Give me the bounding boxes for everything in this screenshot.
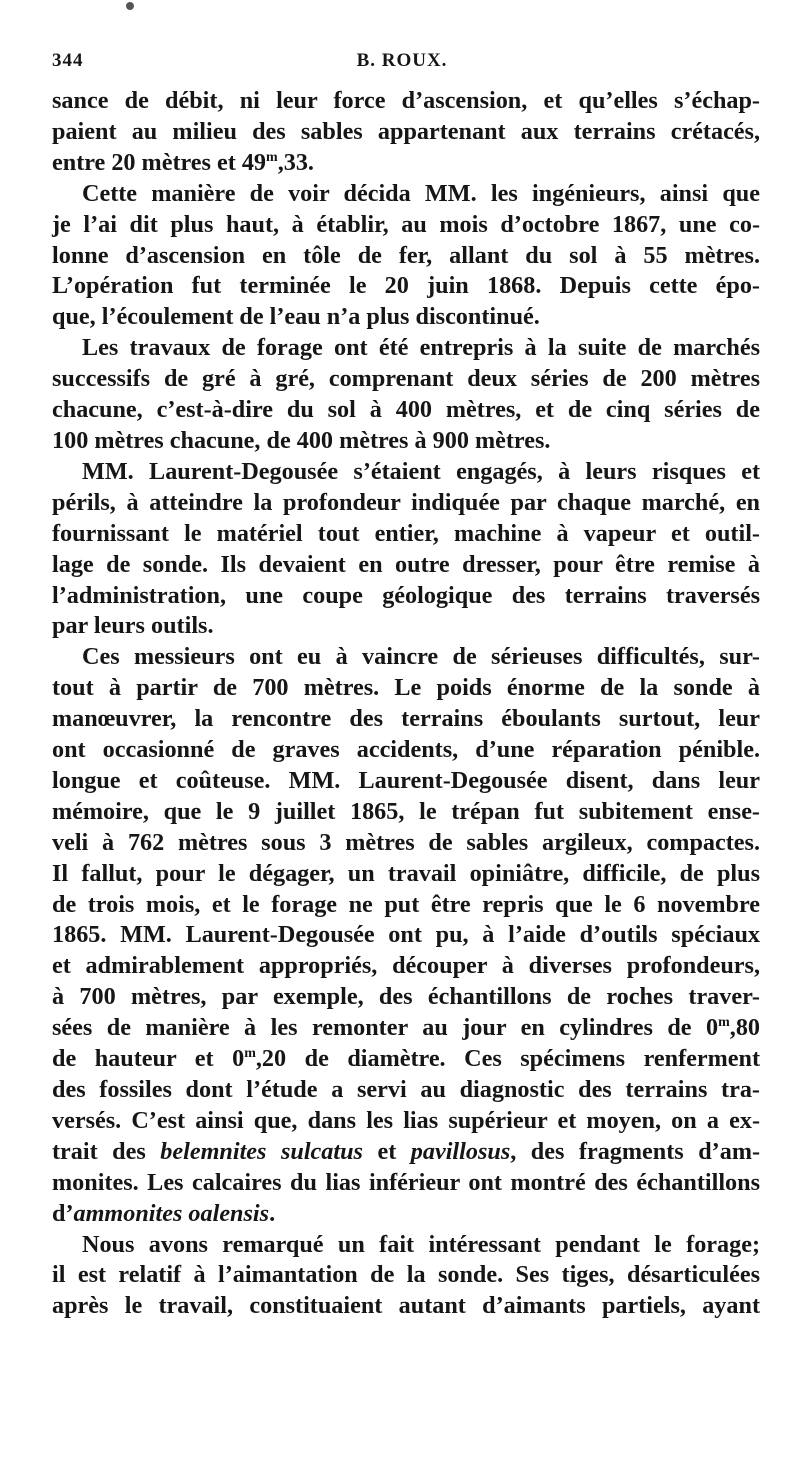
text-line: périls, à atteindre la profondeur indiquée par chaque marché, en bbox=[52, 488, 760, 516]
text-line: chacune, c’est-à-dire du sol à 400 mètres, et de cinq séries de bbox=[52, 396, 760, 424]
text-line: MM. Laurent-Degousée s’étaient engagés, à leurs risques et bbox=[82, 457, 760, 485]
text-line: de hauteur et 0$^m$,20 de diamètre. Ces spécimens renferment bbox=[52, 1045, 760, 1073]
text-line: ont occasionné de graves accidents, d’une réparation pénible. bbox=[52, 736, 760, 764]
text-line: paient au milieu des sables appartenant aux terrains crétacés, bbox=[52, 117, 760, 145]
text-line: sées de manière à les remonter au jour en cylindres de 0$^m$,80 bbox=[52, 1014, 760, 1042]
text-line: L’opération fut terminée le 20 juin 1868. Depuis cette épo- bbox=[52, 272, 760, 300]
text-line: à 700 mètres, par exemple, des échantillons de roches traver- bbox=[52, 983, 760, 1011]
text-line: lage de sonde. Ils devaient en outre dresser, pour être remise à bbox=[52, 550, 760, 578]
text-line: des fossiles dont l’étude a servi au diagnostic des terrains tra- bbox=[52, 1076, 760, 1103]
text-line: Nous avons remarqué un fait intéressant pendant le forage; bbox=[82, 1230, 760, 1258]
page-number: 344 bbox=[52, 50, 84, 71]
text-line: lonne d’ascension en tôle de fer, allant du sol à 55 mètres. bbox=[52, 241, 760, 269]
text-line: et admirablement appropriés, découper à diverses profondeurs, bbox=[52, 952, 760, 980]
text-line: que, l’écoulement de l’eau n’a plus discontinué. bbox=[52, 303, 540, 331]
text-line: l’administration, une coupe géologique des terrains traversés bbox=[52, 581, 760, 609]
text-line: monites. Les calcaires du lias inférieur ont montré des échantillons bbox=[52, 1168, 760, 1196]
text-line: longue et coûteuse. MM. Laurent-Degousée disent, dans leur bbox=[52, 766, 760, 794]
ink-speck bbox=[126, 2, 134, 10]
text-line: Ces messieurs ont eu à vaincre de sérieuses difficultés, sur- bbox=[82, 643, 760, 671]
body-text bbox=[52, 86, 760, 1322]
text-line: de trois mois, et le forage ne put être repris que le 6 novembre bbox=[52, 890, 760, 918]
text-line: il est relatif à l’aimantation de la sonde. Ses tiges, désarticulées bbox=[52, 1261, 760, 1289]
text-line: tout à partir de 700 mètres. Le poids énorme de la sonde à bbox=[52, 674, 760, 702]
text-line: après le travail, constituaient autant d’aimants partiels, ayant bbox=[52, 1292, 760, 1320]
text-line: 1865. MM. Laurent-Degousée ont pu, à l’aide d’outils spéciaux bbox=[52, 921, 760, 949]
running-head: B. ROUX. bbox=[356, 50, 448, 71]
text-line: successifs de gré à gré, comprenant deux séries de 200 mètres bbox=[52, 365, 760, 393]
text-line: fournissant le matériel tout entier, machine à vapeur et outil- bbox=[52, 519, 760, 547]
text-line: d’ammonites oalensis. bbox=[52, 1199, 276, 1227]
text-line: je l’ai dit plus haut, à établir, au mois d’octobre 1867, une co- bbox=[52, 210, 760, 238]
page-header bbox=[52, 50, 752, 80]
text-line: entre 20 mètres et 49$^m$,33. bbox=[52, 148, 314, 176]
text-line: versés. C’est ainsi que, dans les lias supérieur et moyen, on a ex- bbox=[52, 1106, 760, 1134]
text-line: veli à 762 mètres sous 3 mètres de sables argileux, compactes. bbox=[52, 828, 760, 856]
text-line: Cette manière de voir décida MM. les ingénieurs, ainsi que bbox=[82, 179, 760, 207]
text-line: trait des belemnites sulcatus et pavillosus, des fragments d’am- bbox=[52, 1137, 761, 1165]
text-line: Il fallut, pour le dégager, un travail opiniâtre, difficile, de plus bbox=[52, 859, 760, 887]
text-line: Les travaux de forage ont été entrepris à la suite de marchés bbox=[82, 334, 760, 362]
text-line: sance de débit, ni leur force d’ascension, et qu’elles s’échap- bbox=[52, 87, 760, 114]
text-line: 100 mètres chacune, de 400 mètres à 900 mètres. bbox=[52, 426, 551, 454]
text-line: par leurs outils. bbox=[52, 612, 214, 640]
text-line: mémoire, que le 9 juillet 1865, le trépan fut subitement ense- bbox=[52, 797, 760, 825]
text-line: manœuvrer, la rencontre des terrains éboulants surtout, leur bbox=[52, 705, 760, 733]
